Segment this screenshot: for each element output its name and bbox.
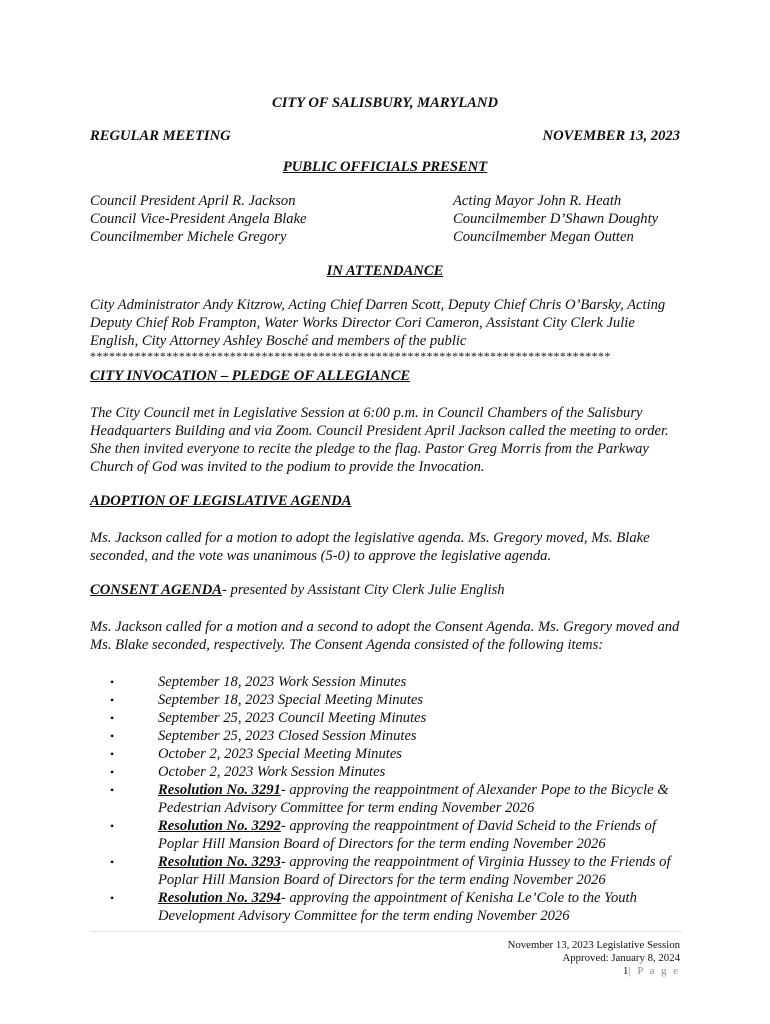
list-item: • Resolution No. 3292- approving the reappointment of David Scheid to the Friends of Poplar Hill Mansion Board of Directors for the term ending November 2026 — [110, 818, 656, 852]
resolution-number: Resolution No. 3291 — [158, 782, 281, 798]
official-name: Councilmember Megan Outten — [453, 229, 634, 245]
footer-divider — [90, 931, 682, 932]
invocation-text: The City Council met in Legislative Session at 6:00 p.m. in Council Chambers of the Salisbury Headquarters Building and via Zoom. Council President April Jackson called the meeting to order. She then invited everyone to recite the pledge to the flag. Pastor Greg Morris from the Parkway Church of God was invited to the podium to provide the Invocation. — [90, 405, 669, 475]
bullet-icon: • — [110, 891, 115, 905]
consent-text: Ms. Jackson called for a motion and a second to adopt the Consent Agenda. Ms. Gregory moved and Ms. Blake seconded, respectively. The Consent Agenda consisted of the following items: — [90, 619, 680, 653]
list-item: • Resolution No. 3294- approving the appointment of Kenisha Le’Cole to the Youth Development Advisory Committee for the term ending November 2026 — [110, 890, 637, 924]
bullet-icon: • — [110, 693, 115, 707]
footer-page-number — [623, 965, 680, 977]
bullet-icon: • — [110, 747, 115, 761]
bullet-icon: • — [110, 675, 115, 689]
footer-session: November 13, 2023 Legislative Session — [507, 939, 680, 951]
resolution-number: Resolution No. 3292 — [158, 818, 281, 834]
attendance-text: City Administrator Andy Kitzrow, Acting Chief Darren Scott, Deputy Chief Chris O’Barsky, Acting Deputy Chief Rob Frampton, Water Works Director Cori Cameron, Assistant City Clerk Julie English, City Attorney Ashley Bosché and members of the public — [90, 297, 666, 349]
consent-items-list — [110, 673, 690, 925]
bullet-icon: • — [110, 819, 115, 833]
resolution-number: Resolution No. 3294 — [158, 890, 281, 906]
meeting-date: NOVEMBER 13, 2023 — [542, 128, 680, 144]
bullet-icon: • — [110, 729, 115, 743]
list-item: • Resolution No. 3291- approving the reappointment of Alexander Pope to the Bicycle & Pedestrian Advisory Committee for term ending November 2026 — [110, 782, 669, 816]
officials-heading: PUBLIC OFFICIALS PRESENT — [282, 159, 488, 175]
list-item: • September 25, 2023 Council Meeting Minutes — [110, 710, 427, 726]
list-item: • October 2, 2023 Special Meeting Minutes — [110, 746, 402, 762]
bullet-icon: • — [110, 711, 115, 725]
list-item: • September 18, 2023 Special Meeting Minutes — [110, 692, 424, 708]
list-item: • October 2, 2023 Work Session Minutes — [110, 764, 386, 780]
consent-heading-line — [90, 582, 505, 599]
official-name: Councilmember D’Shawn Doughty — [453, 211, 659, 227]
page-label: | P a g e — [628, 965, 680, 977]
meeting-type: REGULAR MEETING — [90, 128, 231, 144]
page-number: 1 — [623, 965, 629, 977]
separator-line: ********************************************************************************** — [90, 349, 611, 363]
list-item: • September 18, 2023 Work Session Minutes — [110, 674, 407, 690]
footer-approved: Approved: January 8, 2024 — [562, 952, 680, 964]
officials-left-column — [90, 192, 307, 246]
list-item: • September 25, 2023 Closed Session Minutes — [110, 728, 417, 744]
official-name: Council Vice-President Angela Blake — [90, 211, 307, 227]
bullet-icon: • — [110, 765, 115, 779]
list-item: • Resolution No. 3293- approving the reappointment of Virginia Hussey to the Friends of Poplar Hill Mansion Board of Directors for the term ending November 2026 — [110, 854, 671, 888]
consent-heading: CONSENT AGENDA — [90, 582, 223, 598]
city-title: CITY OF SALISBURY, MARYLAND — [271, 95, 498, 111]
attendance-heading: IN ATTENDANCE — [326, 263, 444, 279]
invocation-heading: CITY INVOCATION – PLEDGE OF ALLEGIANCE — [90, 368, 411, 384]
official-name: Acting Mayor John R. Heath — [453, 193, 622, 209]
officials-right-column — [453, 192, 658, 246]
official-name: Councilmember Michele Gregory — [90, 229, 287, 245]
official-name: Council President April R. Jackson — [90, 193, 296, 209]
resolution-number: Resolution No. 3293 — [158, 854, 281, 870]
consent-heading-suffix: - presented by Assistant City Clerk Julie English — [222, 582, 505, 598]
bullet-icon: • — [110, 855, 115, 869]
agenda-text: Ms. Jackson called for a motion to adopt the legislative agenda. Ms. Gregory moved, Ms. Blake seconded, and the vote was unanimous (5-0) to approve the legislative agenda. — [90, 530, 650, 564]
bullet-icon: • — [110, 783, 115, 797]
agenda-heading: ADOPTION OF LEGISLATIVE AGENDA — [90, 493, 352, 509]
